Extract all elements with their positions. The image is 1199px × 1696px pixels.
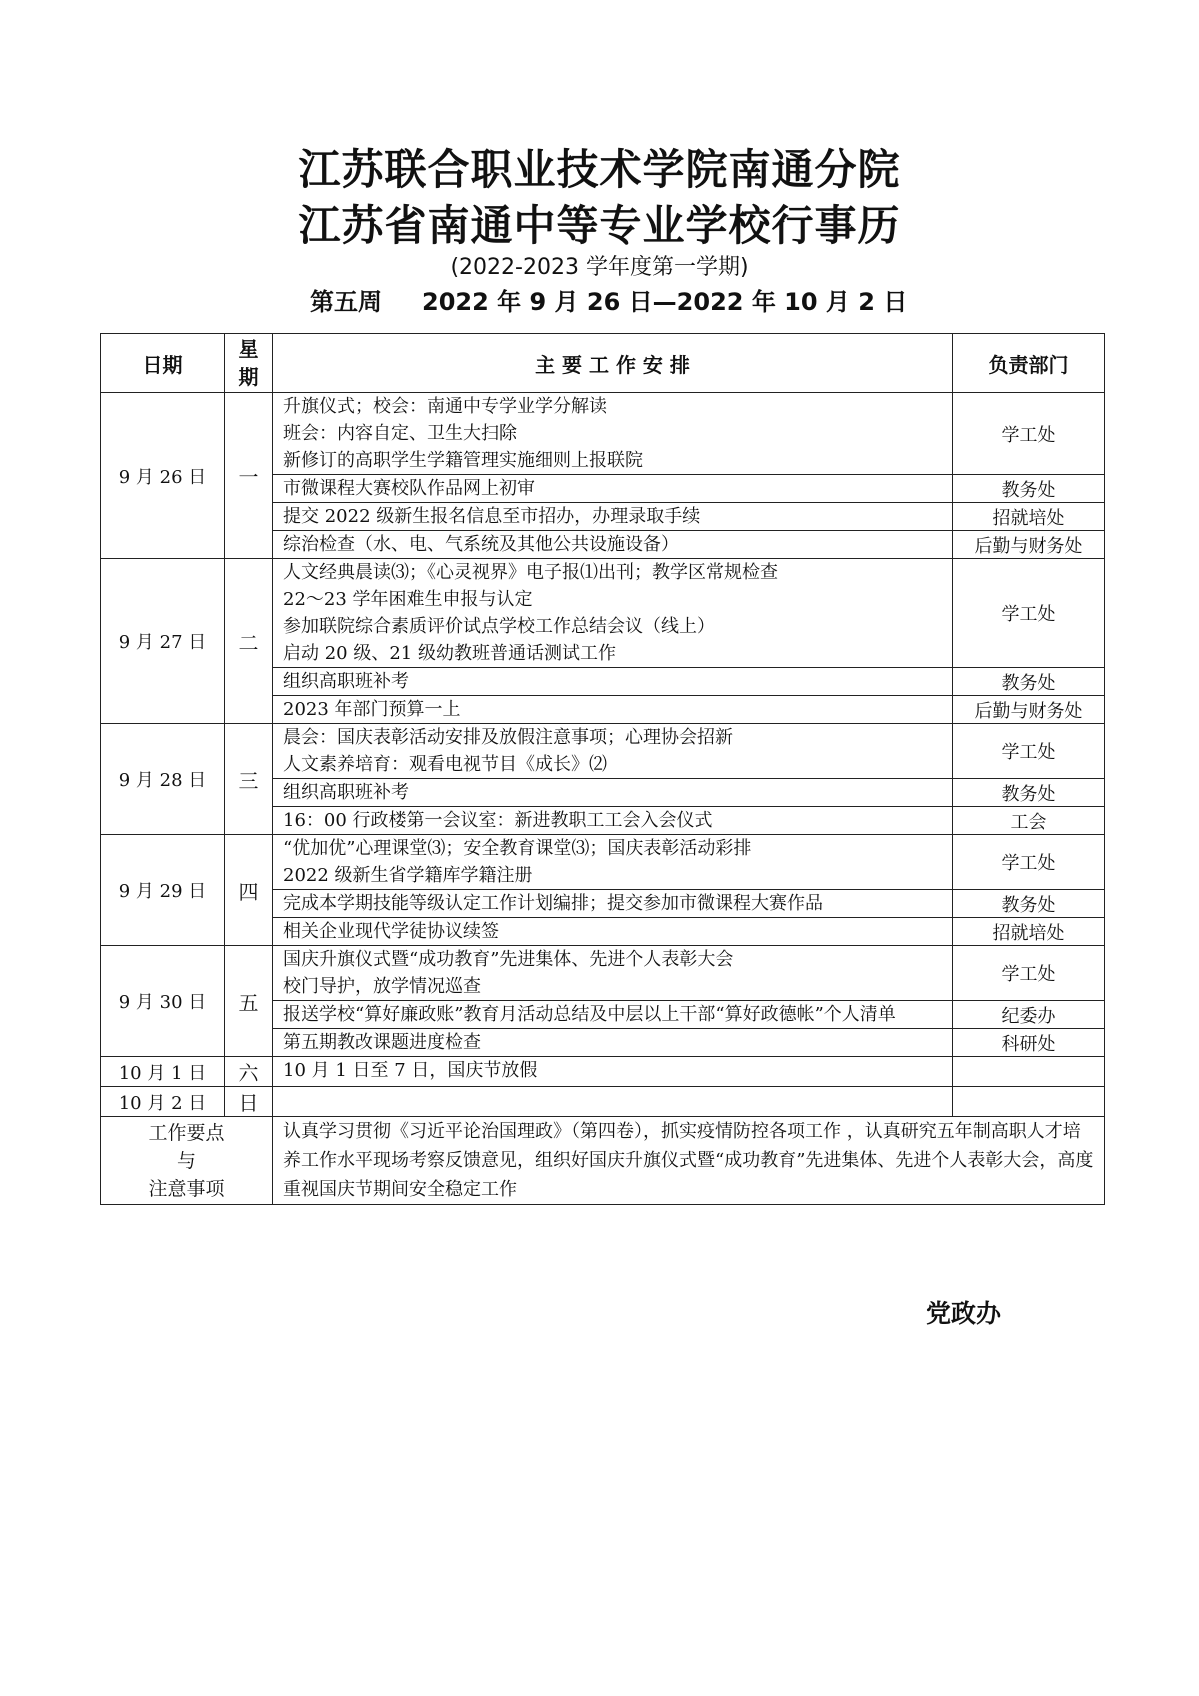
work-item: “优加优”心理课堂⑶；安全教育课堂⑶；国庆表彰活动彩排 [283,838,752,859]
work-items-cell [273,890,953,918]
work-item: 校门导护，放学情况巡查 [283,976,481,997]
work-item: 班会：内容自定、卫生大扫除 [283,423,517,444]
work-item: 组织高职班补考 [283,782,409,803]
responsible-dept: 纪委办 [953,1001,1105,1029]
responsible-dept: 学工处 [953,835,1105,890]
responsible-dept: 学工处 [953,946,1105,1001]
work-item: 报送学校“算好廉政账”教育月活动总结及中层以上干部“算好政德帐”个人清单 [283,1004,896,1025]
work-item: 国庆升旗仪式暨“成功教育”先进集体、先进个人表彰大会 [283,949,734,970]
day-weekday: 六 [225,1057,273,1087]
header-date: 日期 [101,334,225,393]
notes-row [101,1117,1105,1205]
subtitle: (2022-2023 学年度第一学期) [450,255,749,280]
work-item: 参加联院综合素质评价试点学校工作总结会议（线上） [283,616,715,637]
work-item: 2022 级新生省学籍库学籍注册 [283,865,533,886]
work-items-cell [273,559,953,668]
work-item: 新修订的高职学生学籍管理实施细则上报联院 [283,450,643,471]
schedule-table [100,333,1105,1205]
table-row [101,1057,1105,1087]
responsible-dept: 科研处 [953,1029,1105,1057]
notes-label-line: 注意事项 [148,1177,225,1200]
work-item: 16：00 行政楼第一会议室：新进教职工工会入会仪式 [283,810,713,831]
work-item: 第五期教改课题进度检查 [283,1032,481,1053]
work-item: 综治检查（水、电、气系统及其他公共设施设备） [283,534,679,555]
day-date: 10 月 1 日 [101,1057,225,1087]
work-items-cell [273,696,953,724]
work-item: 完成本学期技能等级认定工作计划编排；提交参加市微课程大赛作品 [283,893,823,914]
responsible-dept: 学工处 [953,393,1105,475]
work-item: 人文素养培育：观看电视节目《成长》⑵ [283,754,607,775]
day-date: 9 月 29 日 [101,835,225,946]
work-item: 晨会：国庆表彰活动安排及放假注意事项；心理协会招新 [283,727,733,748]
day-date: 9 月 27 日 [101,559,225,724]
responsible-dept [953,1057,1105,1087]
work-item [283,1087,942,1114]
work-item: 10 月 1 日至 7 日，国庆节放假 [283,1060,538,1081]
responsible-dept: 招就培处 [953,503,1105,531]
responsible-dept: 学工处 [953,559,1105,668]
notes-label [101,1117,273,1205]
day-date: 10 月 2 日 [101,1087,225,1117]
responsible-dept: 教务处 [953,890,1105,918]
work-item: 人文经典晨读⑶；《心灵视界》电子报⑴出刊；教学区常规检查 [283,562,778,583]
work-items-cell [273,807,953,835]
responsible-dept: 教务处 [953,779,1105,807]
work-item: 提交 2022 级新生报名信息至市招办，办理录取手续 [283,506,701,527]
header-weekday-text: 星期 [238,337,259,389]
table-row [101,946,1105,1001]
day-weekday: 五 [225,946,273,1057]
day-date: 9 月 30 日 [101,946,225,1057]
responsible-dept: 招就培处 [953,918,1105,946]
header-weekday [225,334,273,393]
responsible-dept: 工会 [953,807,1105,835]
work-items-cell [273,668,953,696]
responsible-dept: 教务处 [953,475,1105,503]
work-items-cell [273,724,953,779]
work-item: 升旗仪式；校会：南通中专学业学分解读 [283,396,607,417]
notes-label-line: 与 [176,1149,196,1172]
work-items-cell [273,918,953,946]
notes-text: 认真学习贯彻《习近平论治国理政》（第四卷），抓实疫情防控各项工作 ，认真研究五年制高职人才培养工作水平现场考察反馈意见，组织好国庆升旗仪式暨“成功教育”先进集体、先进个人表彰大会，高度重视国庆节期间安全稳定工作 [273,1117,1105,1205]
day-date: 9 月 26 日 [101,393,225,559]
table-row [101,393,1105,475]
responsible-dept: 教务处 [953,668,1105,696]
table-row [101,559,1105,668]
week-line [310,286,1010,318]
work-items-cell [273,1029,953,1057]
work-items-cell [273,475,953,503]
title-line-1: 江苏联合职业技术学院南通分院 [298,145,901,194]
notes-label-line: 工作要点 [148,1121,225,1144]
responsible-dept: 学工处 [953,724,1105,779]
work-items-cell [273,835,953,890]
day-weekday: 四 [225,835,273,946]
work-items-cell [273,1057,953,1087]
work-items-cell [273,779,953,807]
week-range: 2022 年 9 月 26 日—2022 年 10 月 2 日 [422,288,908,316]
title-line-2: 江苏省南通中等专业学校行事历 [298,201,901,250]
responsible-dept: 后勤与财务处 [953,696,1105,724]
table-row [101,724,1105,779]
day-weekday: 日 [225,1087,273,1117]
day-date: 9 月 28 日 [101,724,225,835]
work-items-cell [273,531,953,559]
work-item: 2023 年部门预算一上 [283,699,461,720]
work-item: 启动 20 级、21 级幼教班普通话测试工作 [283,643,616,664]
header-work: 主 要 工 作 安 排 [273,334,953,393]
work-item: 22～23 学年困难生申报与认定 [283,589,533,610]
work-item: 相关企业现代学徒协议续签 [283,921,499,942]
responsible-dept [953,1087,1105,1117]
work-items-cell [273,946,953,1001]
work-items-cell [273,1001,953,1029]
table-row [101,835,1105,890]
day-weekday: 三 [225,724,273,835]
week-label: 第五周 [310,288,382,316]
work-item: 组织高职班补考 [283,671,409,692]
work-items-cell [273,503,953,531]
table-row [101,1087,1105,1117]
work-items-cell [273,393,953,475]
header-dept: 负责部门 [953,334,1105,393]
day-weekday: 二 [225,559,273,724]
work-item: 市微课程大赛校队作品网上初审 [283,478,535,499]
responsible-dept: 后勤与财务处 [953,531,1105,559]
signature: 党政办 [926,1299,1002,1328]
work-items-cell [273,1087,953,1117]
header-row [101,334,1105,393]
day-weekday: 一 [225,393,273,559]
